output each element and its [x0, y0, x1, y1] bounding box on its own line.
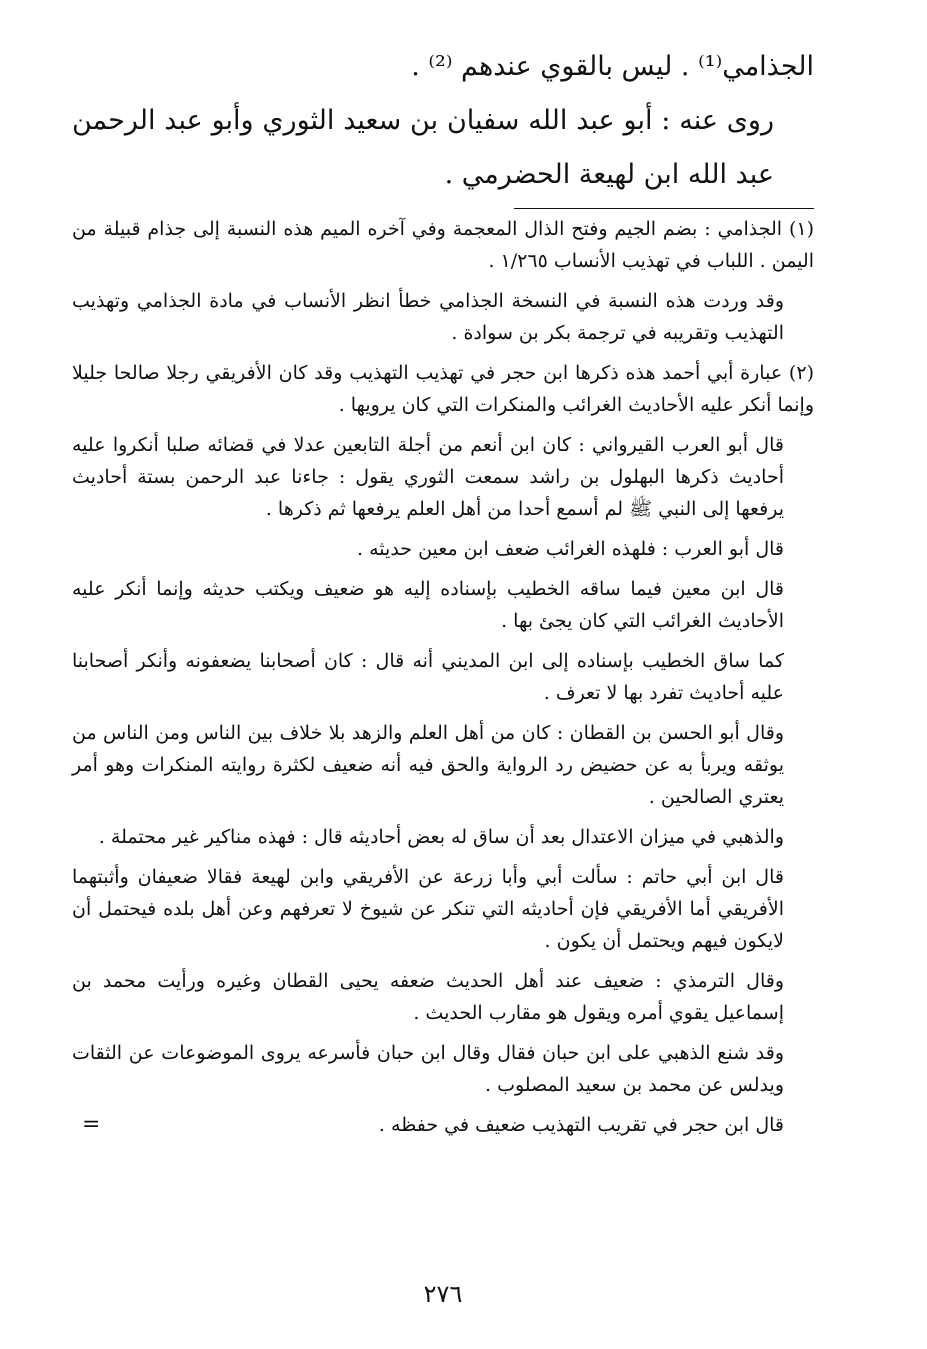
footnote-2-paragraph: كما ساق الخطيب بإسناده إلى ابن المديني أنه قال : كان أصحابنا يضعفونه وأنكر أصحابنا عليه أحاديث تفرد بها لا تعرف . [72, 650, 784, 704]
footnotes [72, 213, 814, 1141]
footnote-last-row [72, 1109, 814, 1141]
main-text-line-1: الجذامي⁽¹⁾ . ليس بالقوي عندهم ⁽²⁾ . [411, 51, 814, 82]
footnote-separator [514, 208, 814, 209]
main-text [72, 40, 814, 202]
footnote-1-paragraph: وقد وردت هذه النسبة في النسخة الجذامي خطأ انظر الأنساب في مادة الجذامي وتهذيب التهذيب وتقريبه في ترجمة بكر بن سوادة . [72, 290, 784, 344]
footnote-1: (١) الجذامي : بضم الجيم وفتح الذال المعجمة وفي آخره الميم هذه النسبة إلى جذام قبيلة من اليمن . اللباب في تهذيب الأنساب ١/٢٦٥ . [72, 218, 814, 272]
footnote-2-paragraph: قال ابن معين فيما ساقه الخطيب بإسناده إليه هو ضعيف ويكتب حديثه وإنما أنكر عليه الأحاديث الغرائب التي كان يجئ بها . [72, 578, 784, 632]
continuation-mark: = [82, 1112, 101, 1137]
footnote-2-paragraph: قال ابن أبي حاتم : سألت أبي وأبا زرعة عن الأفريقي وابن لهيعة فقالا ضعيفان وأثبتهما الأفريقي أما الأفريقي فإن أحاديثه التي تنكر عن شيوخ لا تعرفهم وعن أهل بلده فيحتمل أن لايكون فيهم ويحتمل أن يكون . [72, 866, 784, 952]
footnote-2-paragraph: وقد شنع الذهبي على ابن حبان فقال وقال ابن حبان فأسرعه يروى الموضوعات عن الثقات ويدلس عن محمد بن سعيد المصلوب . [72, 1042, 784, 1096]
page-number: ٢٧٦ [423, 1280, 463, 1308]
footnote-2-paragraph: قال أبو العرب : فلهذه الغرائب ضعف ابن معين حديثه . [357, 538, 784, 560]
document-page [72, 40, 814, 1320]
footnote-2-paragraph: وقال الترمذي : ضعيف عند أهل الحديث ضعفه يحيى القطان وغيره ورأيت محمد بن إسماعيل يقوي أمره ويقول هو مقارب الحديث . [72, 970, 784, 1024]
main-text-line-2: روى عنه : أبو عبد الله سفيان بن سعيد الثوري وأبو عبد الرحمن عبد الله ابن لهيعة الحضرمي . [72, 105, 774, 190]
footnote-2-paragraph: وقال أبو الحسن بن القطان : كان من أهل العلم والزهد بلا خلاف بين الناس ومن الناس من يوثقه ويربأ به عن حضيض رد الرواية والحق فيه أنه ضعيف لكثرة روايته المنكرات وهو أمر يعتري الصالحين . [72, 722, 784, 808]
footnote-2-paragraph: قال ابن حجر في تقريب التهذيب ضعيف في حفظه . [378, 1114, 784, 1136]
footnote-2: (٢) عبارة أبي أحمد هذه ذكرها ابن حجر في تهذيب التهذيب وقد كان الأفريقي رجلا صالحا جليلا وإنما أنكر عليه الأحاديث الغرائب والمنكرات التي كان يرويها . [72, 362, 814, 416]
footnote-2-paragraph: والذهبي في ميزان الاعتدال بعد أن ساق له بعض أحاديثه قال : فهذه مناكير غير محتملة . [98, 826, 784, 848]
footnote-2-paragraph: قال أبو العرب القيرواني : كان ابن أنعم من أجلة التابعين عدلا في قضائه صلبا أنكروا عليه أحاديث ذكرها البهلول بن راشد سمعت الثوري يقول : جاءنا عبد الرحمن بستة أحاديث يرفعها إلى النبي ﷺ لم أسمع أحدا من أهل العلم يرفعها ثم ذكرها . [72, 434, 784, 520]
